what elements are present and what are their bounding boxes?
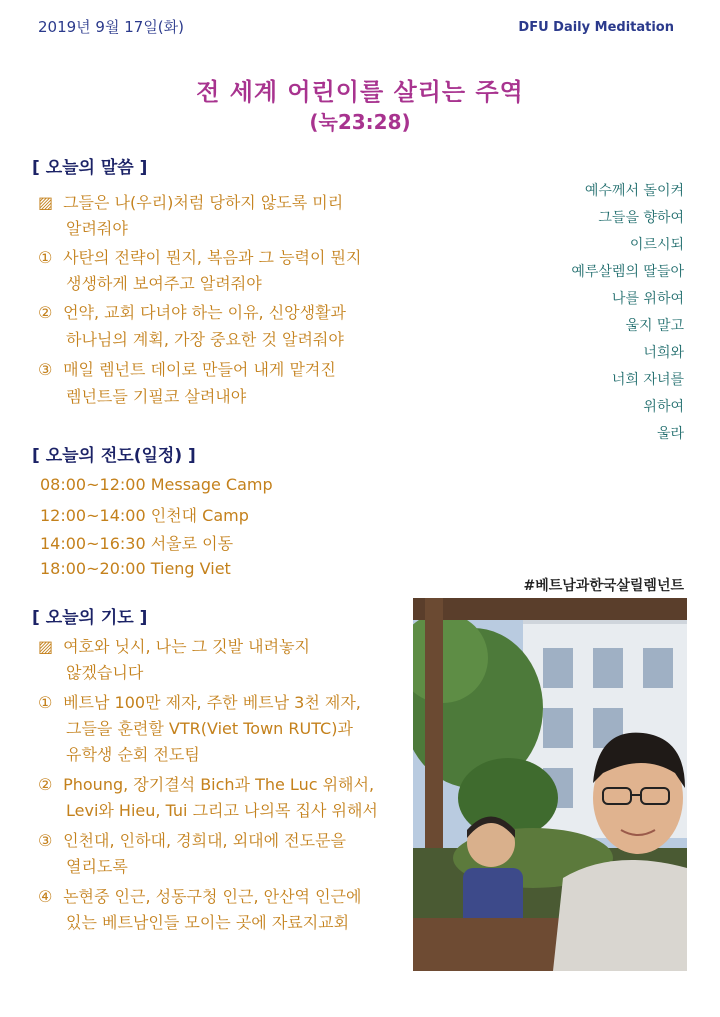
prayer-item-3-marker: ③ <box>38 831 53 850</box>
date: 2019년 9월 17일(화) <box>38 18 185 36</box>
word-item-1-line-1: 생생하게 보여주고 알려줘야 <box>66 274 262 293</box>
verse-line-8: 위하여 <box>643 399 684 415</box>
photo-illustration <box>413 598 687 971</box>
word-item-3-line-1: 렘넌트들 기필코 살려내야 <box>66 387 247 406</box>
verse-line-1: 그들을 향하여 <box>598 210 684 226</box>
word-item-3-marker: ③ <box>38 360 53 379</box>
schedule-item-0: 08:00~12:00 Message Camp <box>40 475 273 494</box>
prayer-item-3-line-1: 열리도록 <box>66 857 128 876</box>
verse-line-4: 나를 위하여 <box>611 291 684 307</box>
prayer-item-0-marker: ▨ <box>38 637 54 656</box>
prayer-item-4-line-1: 있는 베트남인들 모이는 곳에 자료지교회 <box>66 913 350 932</box>
word-item-2-line-1: 하나님의 계획, 가장 중요한 것 알려줘야 <box>66 330 344 349</box>
verse-line-9: 울라 <box>656 426 684 442</box>
brand-label: DFU Daily Meditation <box>518 20 674 35</box>
verse-line-0: 예수께서 돌이켜 <box>584 183 684 199</box>
verse-line-7: 너희 자녀를 <box>611 372 684 388</box>
scripture-reference: (눅23:28) <box>309 110 411 134</box>
schedule-item-2: 14:00~16:30 서울로 이동 <box>40 534 234 553</box>
word-item-2-marker: ② <box>38 303 53 322</box>
verse-line-6: 너희와 <box>643 345 684 361</box>
prayer-item-2-line-0: ② Phoung, 장기결석 Bich과 The Luc 위해서, <box>38 775 375 794</box>
schedule-item-1: 12:00~14:00 인천대 Camp <box>40 506 249 525</box>
schedule-heading: [ 오늘의 전도(일정) ] <box>32 446 196 466</box>
word-item-1-marker: ① <box>38 248 53 267</box>
word-item-3-line-0: ③ 매일 렘넌트 데이로 만들어 내게 맡겨진 <box>38 360 336 379</box>
word-item-0-line-0: ▨ 그들은 나(우리)처럼 당하지 않도록 미리 <box>38 193 344 212</box>
prayer-item-3-line-0: ③ 인천대, 인하대, 경희대, 외대에 전도문을 <box>38 831 346 850</box>
verse-line-3: 예루살렘의 딸들아 <box>571 264 684 280</box>
verse-line-5: 울지 말고 <box>625 318 684 334</box>
prayer-item-1-line-0: ① 베트남 100만 제자, 주한 베트남 3천 제자, <box>38 693 361 712</box>
word-item-2-line-0: ② 언약, 교회 다녀야 하는 이유, 신앙생활과 <box>38 303 346 322</box>
prayer-item-1-line-1: 그들을 훈련할 VTR(Viet Town RUTC)과 <box>66 719 353 738</box>
schedule-item-3: 18:00~20:00 Tieng Viet <box>40 559 231 578</box>
word-item-0-marker: ▨ <box>38 193 54 212</box>
prayer-heading: [ 오늘의 기도 ] <box>32 608 148 628</box>
prayer-item-2-line-1: Levi와 Hieu, Tui 그리고 나의목 집사 위해서 <box>66 801 378 820</box>
selfie-photo <box>413 598 687 971</box>
prayer-item-1-line-2: 유학생 순회 전도팀 <box>66 745 200 764</box>
photo-hashtag: #베트남과한국살릴렘넌트 <box>523 578 684 594</box>
word-heading: [ 오늘의 말씀 ] <box>32 158 148 178</box>
verse-line-2: 이르시되 <box>629 237 684 253</box>
word-item-0-line-1: 알려줘야 <box>66 219 128 238</box>
prayer-item-2-marker: ② <box>38 775 53 794</box>
prayer-item-0-line-1: 않겠습니다 <box>66 663 144 682</box>
prayer-item-4-line-0: ④ 논현중 인근, 성동구청 인근, 안산역 인근에 <box>38 887 362 906</box>
prayer-item-0-line-0: ▨ 여호와 닛시, 나는 그 깃발 내려놓지 <box>38 637 310 656</box>
page-title: 전 세계 어린이를 살리는 주역 <box>196 78 524 106</box>
prayer-item-1-marker: ① <box>38 693 53 712</box>
word-item-1-line-0: ① 사탄의 전략이 뭔지, 복음과 그 능력이 뭔지 <box>38 248 362 267</box>
prayer-item-4-marker: ④ <box>38 887 53 906</box>
